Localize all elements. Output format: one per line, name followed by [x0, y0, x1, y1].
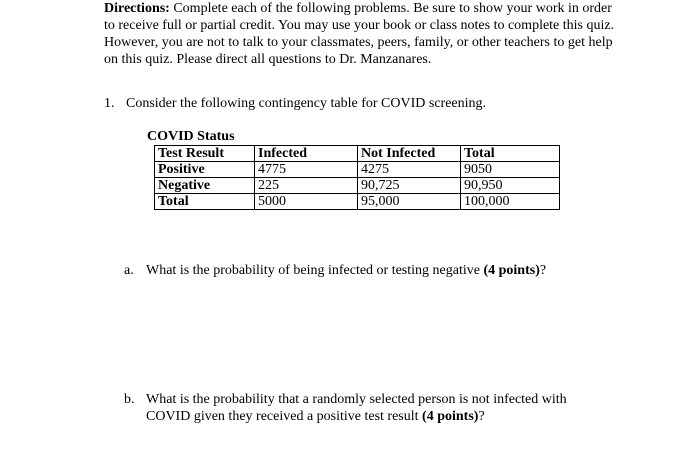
question-1b-points: (4 points) [422, 409, 479, 424]
cell-grand-total: 100,000 [461, 194, 560, 210]
question-1 [104, 95, 486, 112]
question-1b-line2: COVID given they received a positive test result [146, 409, 423, 424]
directions-text: Complete each of the following problems. Be sure to show your work in order to receive full or partial credit. You may use your book or class notes to complete this quiz. However, you are not to talk to your classmates, peers, family, or other teachers to get help on this quiz. Please direct all questions to Dr. Manzanares. [104, 1, 615, 67]
cell-negative-not-infected: 90,725 [358, 178, 461, 194]
header-infected: Infected [255, 146, 358, 162]
cell-positive-not-infected: 4275 [358, 162, 461, 178]
cell-positive-total: 9050 [461, 162, 560, 178]
table-header-row [155, 146, 560, 162]
row-label-positive: Positive [155, 162, 255, 178]
header-test-result: Test Result [155, 146, 255, 162]
directions-paragraph [104, 0, 624, 68]
row-label-negative: Negative [155, 178, 255, 194]
question-1b-label: b. [124, 392, 135, 407]
row-label-total: Total [155, 194, 255, 210]
question-1a-end: ? [539, 263, 547, 278]
question-1b [124, 391, 594, 425]
question-1a [124, 262, 546, 279]
cell-negative-infected: 225 [255, 178, 358, 194]
table-caption: COVID Status [147, 129, 235, 144]
directions-label: Directions: [104, 1, 170, 16]
question-1a-label: a. [124, 263, 134, 278]
table-row [155, 162, 560, 178]
question-1a-text: What is the probability of being infected or testing negative [146, 263, 484, 278]
table-row [155, 178, 560, 194]
header-not-infected: Not Infected [358, 146, 461, 162]
question-1b-end: ? [478, 409, 485, 424]
cell-negative-total: 90,950 [461, 178, 560, 194]
question-1-text: Consider the following contingency table for COVID screening. [126, 96, 487, 111]
cell-positive-infected: 4775 [255, 162, 358, 178]
cell-total-not-infected: 95,000 [358, 194, 461, 210]
table-row [155, 194, 560, 210]
question-1b-line1: What is the probability that a randomly selected person is not infected with [146, 392, 567, 407]
contingency-table [154, 145, 560, 210]
cell-total-infected: 5000 [255, 194, 358, 210]
header-total: Total [461, 146, 560, 162]
question-1-number: 1. [104, 96, 115, 111]
question-1a-points: (4 points) [483, 263, 540, 278]
